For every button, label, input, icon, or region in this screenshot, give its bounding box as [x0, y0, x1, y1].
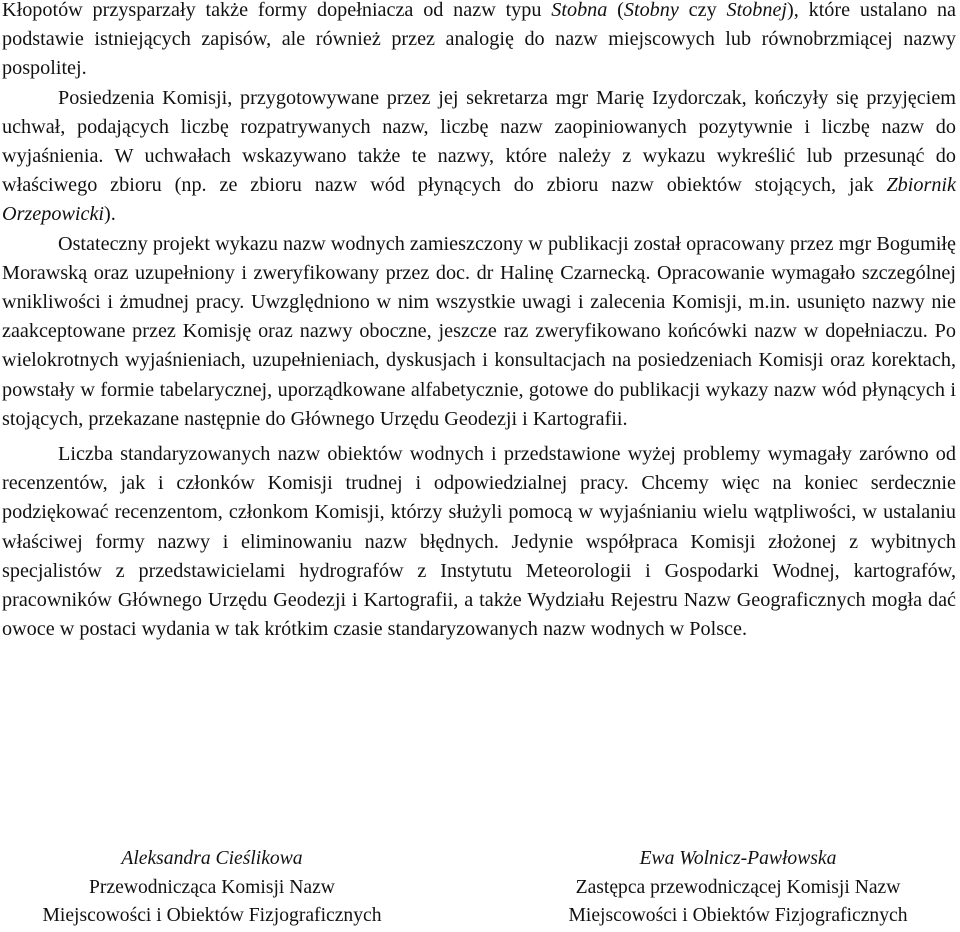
italic-term: Stobna — [551, 0, 608, 21]
signature-left — [0, 845, 424, 931]
text-run: ( — [607, 0, 624, 21]
text-run: ). — [104, 203, 116, 226]
signatory-role: Przewodnicząca Komisji Nazw — [89, 876, 335, 898]
signatory-organization: Miejscowości i Obiektów Fizjograficznych — [42, 905, 382, 926]
text-run: Liczba standaryzowanych nazw obiektów wodnych i przedstawione wyżej problemy wymagały zarówno od recenzentów, jak i członków Komisji trudnej i odpowiedzialnej pracy. Chcemy więc na koniec serdecznie podziękować recenzentom, członkom Komisji, którzy służyli pomocą w wyjaśnianiu wielu wątpliwości, w ustalaniu właściwej formy nazwy i eliminowaniu nazw błędnych. Jedynie współpraca Komisji złożonej z wybitnych specjalistów z przedstawicielami hydrografów z Instytutu Meteorologii i Gospodarki Wodnej, kartografów, pracowników Głównego Urzędu Geodezji i Kartografii, a także Wydziału Rejestru Nazw Geograficznych mogła dać owoce w postaci wydania w tak krótkim czasie standaryzowanych nazw wodnych w Polsce. — [2, 443, 956, 641]
signature-block — [0, 845, 960, 932]
signatory-role: Zastępca przewodniczącej Komisji Nazw — [575, 876, 901, 898]
signatory-name: Ewa Wolnicz-Pawłowska — [639, 848, 837, 869]
paragraph-4 — [2, 440, 956, 644]
text-run: ), które ustalano na podstawie istniejących zapisów, ale również przez analogię do nazw miejscowych lub równobrzmiącej nazwy pospolitej. — [2, 0, 957, 80]
signatory-organization: Miejscowości i Obiektów Fizjograficznych — [568, 905, 908, 926]
text-run: czy — [678, 0, 727, 21]
document-body — [2, 0, 956, 644]
paragraph-3 — [2, 230, 956, 434]
text-run: Posiedzenia Komisji, przygotowywane przez jej sekretarza mgr Marię Izydorczak, kończyły się przyjęciem uchwał, podających liczbę rozpatrywanych nazw, liczbę nazw zaopiniowanych pozytywnie i liczbę nazw do wyjaśnienia. W uchwałach wskazywano także te nazwy, które należy z wykazu wykreślić lub przesunąć do właściwego zbioru (np. ze zbioru nazw wód płynących do zbioru nazw obiektów stojących, jak — [2, 86, 956, 197]
signatory-name: Aleksandra Cieślikowa — [121, 848, 303, 869]
text-run: Kłopotów przysparzały także formy dopełniacza od nazw typu — [2, 0, 552, 21]
italic-term: Zbiornik Orzepowicki — [2, 174, 956, 226]
italic-term: Stobny — [623, 0, 679, 21]
paragraph-1 — [2, 0, 956, 84]
italic-term: Stobnej — [726, 0, 788, 21]
paragraph-2 — [2, 84, 956, 230]
signature-right — [522, 845, 954, 931]
text-run: Ostateczny projekt wykazu nazw wodnych zamieszczony w publikacji został opracowany przez mgr Bogumiłę Morawską oraz uzupełniony i zweryfikowany przez doc. dr Halinę Czarnecką. Opracowanie wymagało szczególnej wnikliwości i żmudnej pracy. Uwzględniono w nim wszystkie uwagi i zalecenia Komisji, m.in. usunięto nazwy nie zaakceptowane przez Komisję oraz nazwy oboczne, jeszcze raz zweryfikowano końcówki nazw w dopełniaczu. Po wielokrotnych wyjaśnieniach, uzupełnieniach, dyskusjach i konsultacjach na posiedzeniach Komisji oraz korektach, powstały w formie tabelarycznej, uporządkowane alfabetycznie, gotowe do publikacji wykazy nazw wód płynących i stojących, przekazane następnie do Głównego Urzędu Geodezji i Kartografii. — [2, 232, 956, 430]
